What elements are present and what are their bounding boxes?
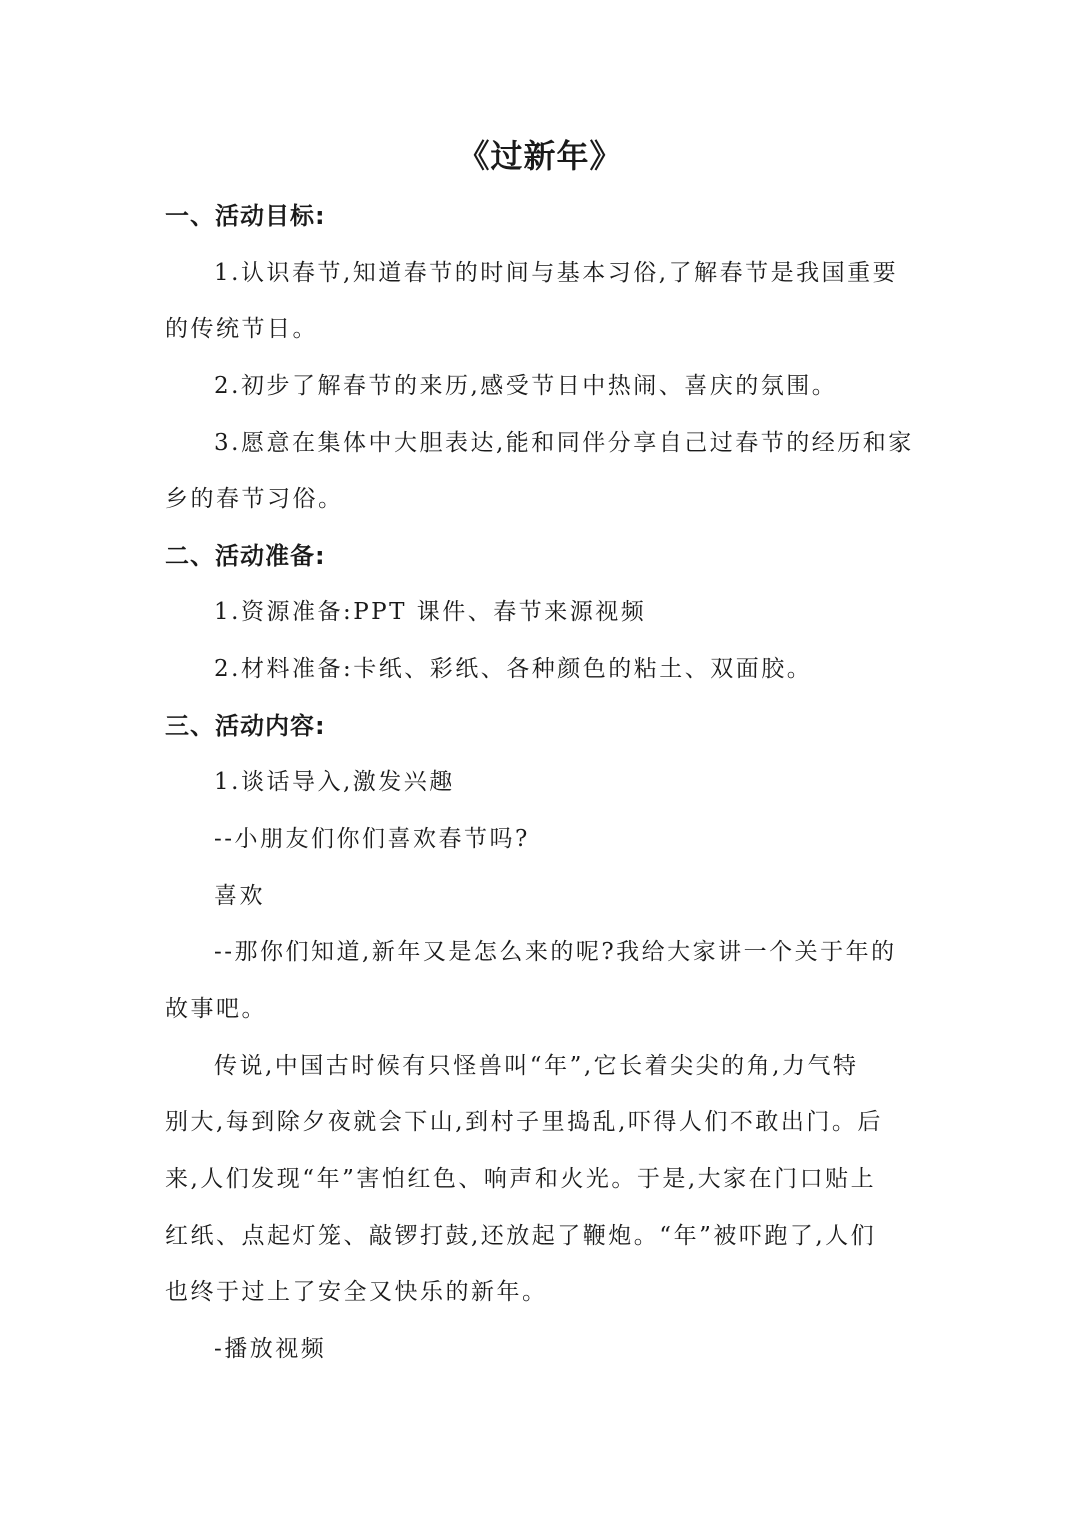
- story-line-1: 传说,中国古时候有只怪兽叫“年”,它长着尖尖的角,力气特: [214, 1053, 859, 1079]
- dialogue-question-1: --小朋友们你们喜欢春节吗?: [214, 826, 530, 852]
- video-note: -播放视频: [214, 1336, 327, 1362]
- goal-item-1-line-2: 的传统节日。: [165, 316, 318, 342]
- dialogue-question-2-line-1: --那你们知道,新年又是怎么来的呢?我给大家讲一个关于年的: [214, 939, 897, 965]
- prep-item-1: 1.资源准备:PPT 课件、春节来源视频: [214, 599, 647, 625]
- document-title: 《过新年》: [457, 137, 623, 175]
- goal-item-2: 2.初步了解春节的来历,感受节日中热闹、喜庆的氛围。: [214, 373, 838, 399]
- section-heading-content: 三、活动内容:: [165, 712, 326, 740]
- story-line-3: 来,人们发现“年”害怕红色、响声和火光。于是,大家在门口贴上: [165, 1166, 877, 1192]
- section-heading-preparation: 二、活动准备:: [165, 542, 326, 570]
- story-line-5: 也终于过上了安全又快乐的新年。: [165, 1279, 548, 1305]
- section-heading-goals: 一、活动目标:: [165, 202, 326, 230]
- goal-item-1-line-1: 1.认识春节,知道春节的时间与基本习俗,了解春节是我国重要: [214, 260, 899, 286]
- story-line-4: 红纸、点起灯笼、敲锣打鼓,还放起了鞭炮。“年”被吓跑了,人们: [165, 1223, 877, 1249]
- dialogue-answer-1: 喜欢: [214, 883, 265, 909]
- goal-item-3-line-2: 乡的春节习俗。: [165, 486, 344, 512]
- dialogue-question-2-line-2: 故事吧。: [165, 996, 267, 1022]
- content-item-1: 1.谈话导入,激发兴趣: [214, 769, 455, 795]
- story-line-2: 别大,每到除夕夜就会下山,到村子里捣乱,吓得人们不敢出门。后: [165, 1109, 883, 1135]
- prep-item-2: 2.材料准备:卡纸、彩纸、各种颜色的粘土、双面胶。: [214, 656, 813, 682]
- goal-item-3-line-1: 3.愿意在集体中大胆表达,能和同伴分享自己过春节的经历和家: [214, 430, 914, 456]
